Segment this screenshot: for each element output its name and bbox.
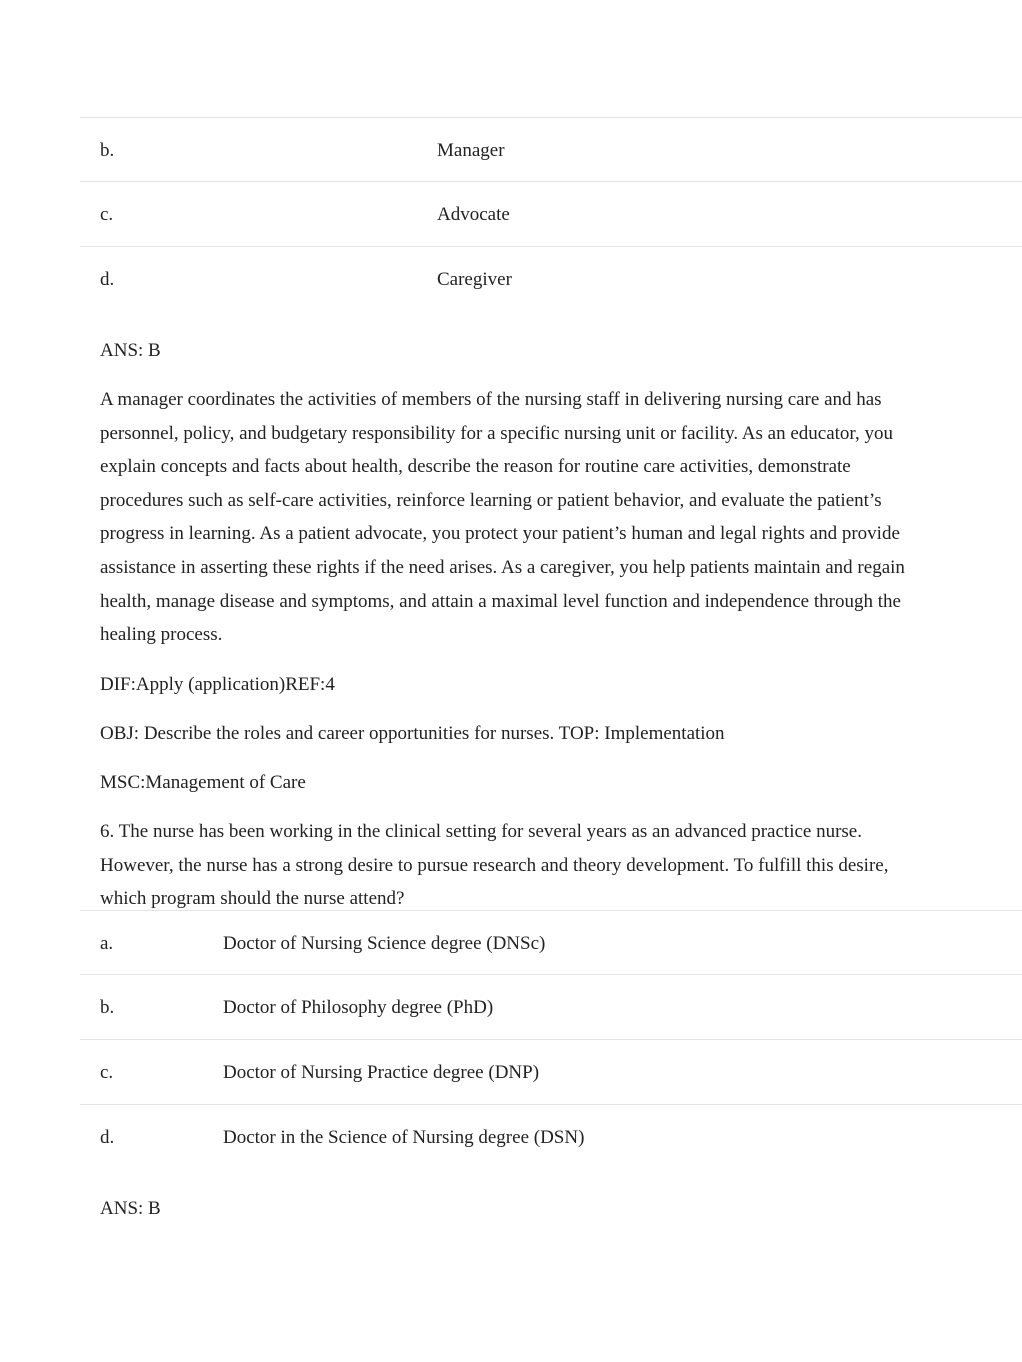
- q5-option-text: Caregiver: [437, 269, 512, 290]
- q6-option-row: [80, 1105, 1022, 1170]
- q6-stem: 6. The nurse has been working in the clinical setting for several years as an advanced practice nurse. However, the nurse has a strong desire to pursue research and theory development. To fulfill this desire, which program should the nurse attend?: [100, 821, 889, 910]
- q5-rationale: A manager coordinates the activities of members of the nursing staff in delivering nursing care and has personnel, policy, and budgetary responsibility for a specific nursing unit or facility. As an educator, you explain concepts and facts about health, describe the reason for routine care activities, demonstrate procedures such as self-care activities, reinforce learning or patient behavior, and evaluate the patient’s progress in learning. As a patient advocate, you protect your patient’s human and legal rights and provide assistance in asserting these rights if the need arises. As a caregiver, you help patients maintain and regain health, manage disease and symptoms, and attain a maximal level function and independence through the healing process.: [100, 389, 905, 646]
- q6-options-table: [80, 910, 1022, 1170]
- q6-option-row: [80, 1040, 1022, 1105]
- q5-msc: MSC:Management of Care: [100, 772, 306, 793]
- q6-option-letter: c.: [100, 1062, 114, 1083]
- q5-option-letter: c.: [100, 204, 114, 225]
- q6-option-letter: b.: [100, 997, 115, 1018]
- q6-option-text: Doctor of Nursing Practice degree (DNP): [223, 1062, 540, 1083]
- q6-option-text: Doctor of Philosophy degree (PhD): [223, 997, 494, 1018]
- q5-option-text: Advocate: [437, 204, 510, 225]
- q5-obj-top: OBJ: Describe the roles and career opportunities for nurses. TOP: Implementation: [100, 723, 725, 744]
- q5-option-letter: d.: [100, 269, 115, 290]
- q6-answer: ANS: B: [100, 1198, 161, 1219]
- q5-option-row: [80, 117, 1022, 182]
- q5-dif-ref: DIF:Apply (application)REF:4: [100, 674, 335, 695]
- q6-option-letter: d.: [100, 1127, 115, 1148]
- q6-option-text: Doctor of Nursing Science degree (DNSc): [223, 933, 546, 954]
- q6-option-row: [80, 975, 1022, 1040]
- q6-option-text: Doctor in the Science of Nursing degree (DSN): [223, 1127, 585, 1148]
- q5-option-row: [80, 182, 1022, 247]
- q5-answer: ANS: B: [100, 340, 161, 361]
- q5-option-text: Manager: [437, 140, 505, 161]
- q5-option-row: [80, 247, 1022, 312]
- q6-option-letter: a.: [100, 933, 114, 954]
- q5-option-letter: b.: [100, 140, 115, 161]
- q6-option-row: [80, 910, 1022, 975]
- q5-options-table: [80, 117, 1022, 312]
